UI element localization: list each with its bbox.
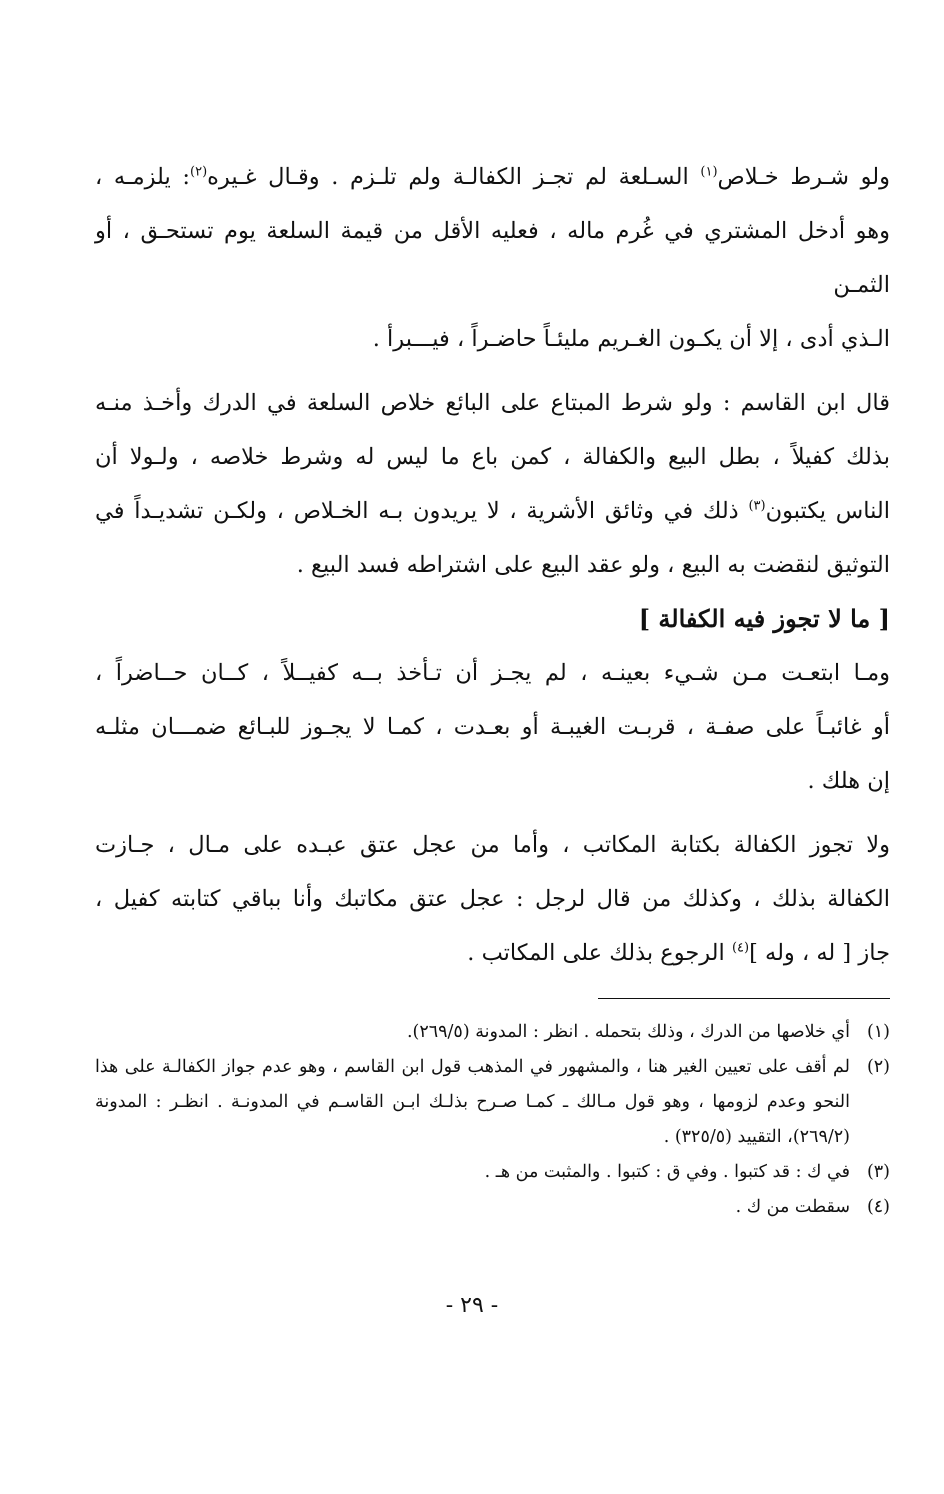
- text-line: بذلك كفيلاً ، بطل البيع والكفالة ، كمن باع ما ليس له وشرط خلاصه ، ولـولا أن: [95, 444, 890, 470]
- footnote-separator: [598, 998, 890, 999]
- footnote-ref-4[interactable]: (٤): [731, 940, 750, 956]
- footnote-3: [95, 1155, 890, 1190]
- footnote-text: أي خلاصها من الدرك ، وذلك بتحمله . انظر : المدونة (٢٦٩/٥).: [406, 1022, 850, 1042]
- footnote-4: [95, 1190, 890, 1225]
- footnote-text: سقطت من ك .: [735, 1197, 850, 1217]
- footnote-2: [95, 1050, 890, 1155]
- footnote-number: (٣): [866, 1162, 890, 1182]
- text-line: ومـا ابتعـت مـن شـيء بعينـه ، لم يجـز أن تـأخذ بــه كفيــلاً ، كــان حــاضراً ،: [95, 660, 890, 686]
- paragraph-1: [95, 150, 890, 366]
- text-line: وهو أدخل المشتري في غُرم ماله ، فعليه الأقل من قيمة السلعة يوم تستحـق ، أو الثمـن: [95, 218, 890, 298]
- text-line: الـذي أدى ، إلا أن يكـون الغـريم مليئـاً حاضـراً ، فيـــبرأ .: [372, 326, 890, 352]
- footnotes: [95, 1015, 890, 1225]
- text-line: إن هلك .: [807, 768, 890, 794]
- text-line: ولا تجوز الكفالة بكتابة المكاتب ، وأما من عجل عتق عبـده على مـال ، جـازت: [95, 832, 890, 858]
- paragraph-2: [95, 376, 890, 592]
- paragraph-4: [95, 818, 890, 980]
- page-number: - ٢٩ -: [445, 1293, 499, 1318]
- footnote-text: في ك : قد كتبوا . وفي ق : كتبوا . والمثبت من هـ .: [484, 1162, 850, 1182]
- text-line: التوثيق لنقضت به البيع ، ولو عقد البيع على اشتراطه فسد البيع .: [296, 552, 890, 578]
- page-body: [95, 150, 890, 980]
- footnote-1: [95, 1015, 890, 1050]
- footnote-number: (١): [866, 1022, 890, 1042]
- text-line: قال ابن القاسم : ولو شرط المبتاع على البائع خلاص السلعة في الدرك وأخـذ منـه: [95, 390, 890, 416]
- paragraph-3: [95, 646, 890, 808]
- footnote-ref-3[interactable]: (٣): [748, 498, 766, 514]
- section-heading: [ ما لا تجوز فيه الكفالة ]: [638, 604, 890, 633]
- footnote-ref-2[interactable]: (٢): [190, 164, 208, 180]
- footnote-text: لم أقف على تعيين الغير هنا ، والمشهور في المذهب قول ابن القاسم ، وهو عدم جواز الكفالـة على هذا النحو وعدم لزومها ، وهو قول مـالك ـ كمـا صـرح بذلـك ابـن القاسـم في المدونـة . انظـر : المدونة (٢٦٩/٢)، التقييد (٣٢٥/٥) .: [95, 1057, 850, 1147]
- text-line: ولو شـرط خـلاص$^{(١)}$ السـلعة لم تجـز الكفالـة ولم تلـزم . وقـال غـيره$^{(٢)}$: يلزمـه ،: [95, 164, 890, 190]
- text-line: أو غائبـاً على صفـة ، قربـت الغيبـة أو بعـدت ، كمـا لا يجـوز للبـائع ضمـــان مثلـه: [95, 714, 890, 740]
- text-line: الناس يكتبون$^{(٣)}$ ذلك في وثائق الأشرية ، لا يريدون بـه الخـلاص ، ولكـن تشديـداً في: [95, 498, 890, 524]
- footnote-number: (٢): [866, 1057, 890, 1077]
- footnote-ref-1[interactable]: (١): [700, 164, 718, 180]
- footnote-number: (٤): [866, 1197, 890, 1217]
- text-line: جاز [ له ، وله ]$^{(٤)}$ الرجوع بذلك على المكاتب .: [467, 940, 890, 966]
- text-line: الكفالة بذلك ، وكذلك من قال لرجل : عجل عتق مكاتبك وأنا بباقي كتابته كفيل ،: [95, 886, 890, 912]
